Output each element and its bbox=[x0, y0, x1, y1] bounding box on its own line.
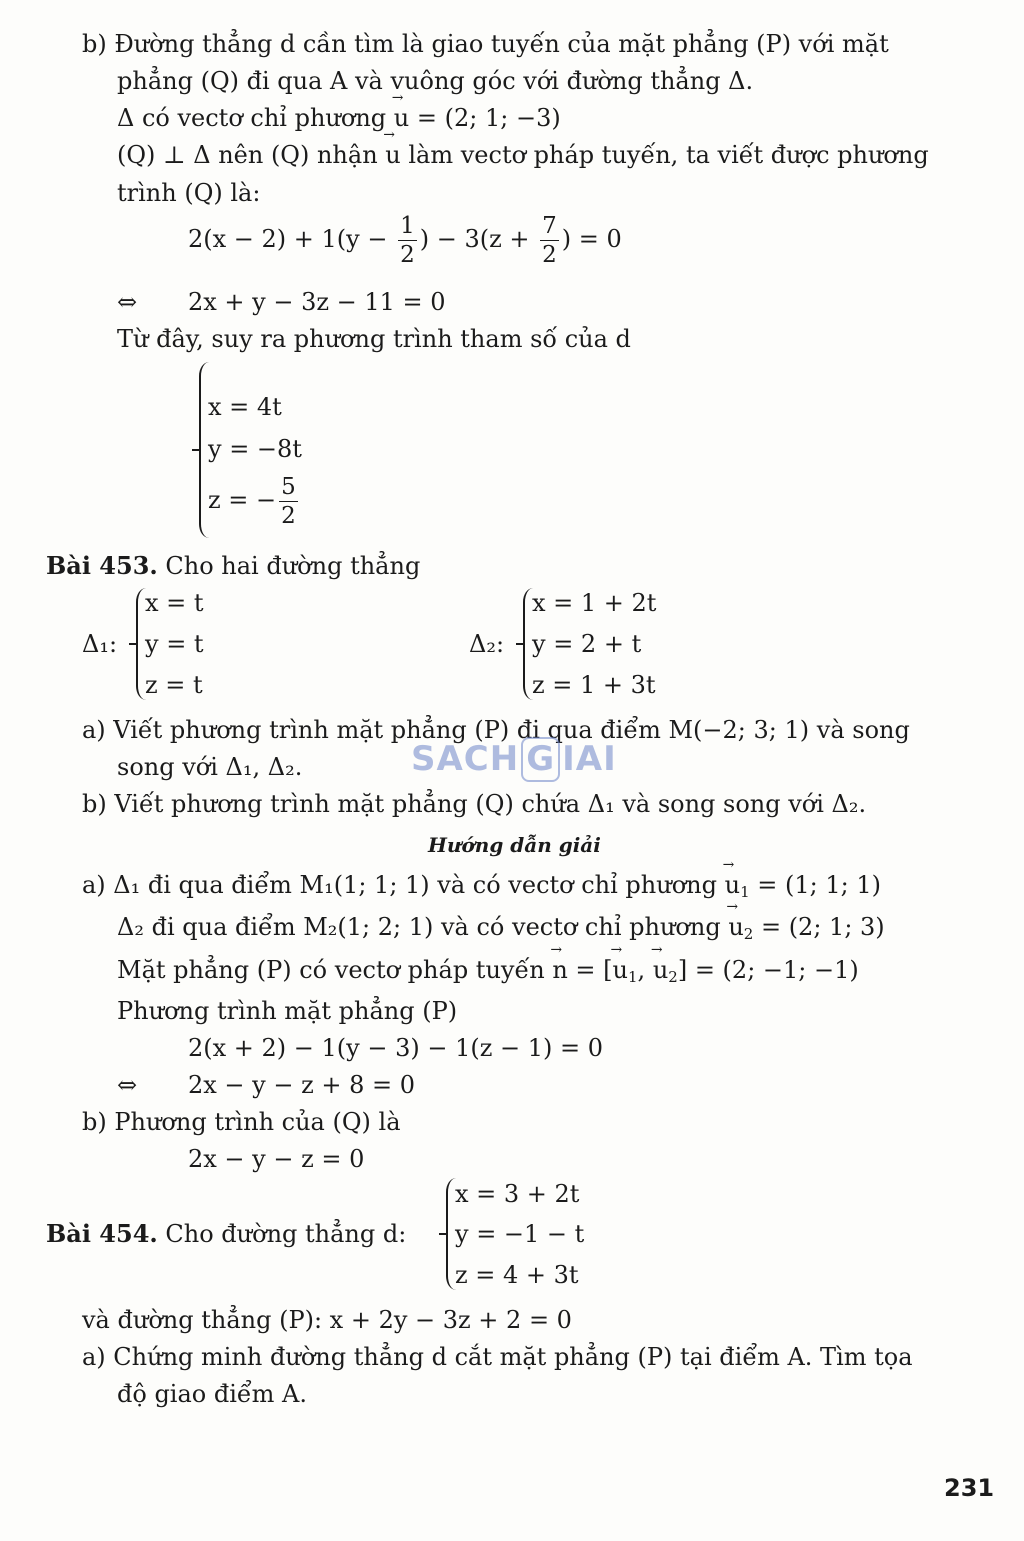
vector-u2: → u bbox=[653, 956, 668, 985]
vector-u1: → u bbox=[613, 956, 628, 985]
fraction: $\frac{5}{2}$ bbox=[281, 474, 296, 530]
solution-line: Δ₂ đi qua điểm M₂(1; 2; 1) và có vectơ chỉ phương → $u_2 = (2$; 1; 3) bbox=[117, 913, 885, 943]
equation: 2(x + 2) − 1(y − 3) − 1(z − 1) = 0 bbox=[188, 1034, 604, 1062]
text-line: (Q) ⊥ Δ nên (Q) nhận → u làm vectơ pháp tuyến, ta viết được phương bbox=[117, 141, 929, 170]
text-line: và đường thẳng (P): x + 2y − 3z + 2 = 0 bbox=[82, 1306, 572, 1334]
vector-n: → n bbox=[552, 956, 567, 985]
system-row: x = t bbox=[145, 589, 204, 617]
fraction: $\frac{1}{2}$ bbox=[400, 213, 415, 269]
system-row: z = 4 + 3t bbox=[455, 1261, 579, 1289]
system-row: y = 2 + t bbox=[532, 630, 642, 658]
vector-u: → u bbox=[385, 141, 400, 170]
fraction: $\frac{7}{2}$ bbox=[542, 213, 557, 269]
line-delta1-label: Δ₁: bbox=[82, 630, 118, 658]
text-line: b) Đường thẳng d cần tìm là giao tuyến của mặt phẳng (P) với mặt bbox=[82, 30, 889, 58]
solution-line: Mặt phẳng (P) có vectơ pháp tuyến → n = [→ $u_1$, → $u_2] = (2$; −1; −1) bbox=[117, 956, 859, 986]
text-line: trình (Q) là: bbox=[117, 179, 261, 207]
system-row: z = t bbox=[145, 671, 203, 699]
text-line: phẳng (Q) đi qua A và vuông góc với đường thẳng Δ. bbox=[117, 67, 754, 95]
watermark-logo: SACH G IAI bbox=[411, 737, 617, 782]
question-a-cont: song với Δ₁, Δ₂. bbox=[117, 753, 303, 781]
question-a: a) Viết phương trình mặt phẳng (P) đi qua điểm M(−2; 3; 1) và song bbox=[82, 716, 910, 744]
line-delta2-label: Δ₂: bbox=[469, 630, 505, 658]
solution-guide-heading: Hướng dẫn giải bbox=[428, 833, 601, 857]
equation: 2x − y − z + 8 = 0 bbox=[188, 1071, 416, 1099]
system-row: x = 1 + 2t bbox=[532, 589, 657, 617]
vector-u2: → u bbox=[728, 913, 743, 942]
system-row: z = 1 + 3t bbox=[532, 671, 656, 699]
system-row: x = 3 + 2t bbox=[455, 1180, 580, 1208]
iff-symbol: ⇔ bbox=[117, 288, 138, 316]
iff-symbol: ⇔ bbox=[117, 1071, 138, 1099]
system-row: x = 4t bbox=[208, 393, 282, 421]
question-a-cont: độ giao điểm A. bbox=[117, 1380, 308, 1408]
problem-453-heading: Bài 453. Cho hai đường thẳng bbox=[46, 551, 421, 580]
system-row: y = −8t bbox=[208, 435, 302, 463]
system-row: y = t bbox=[145, 630, 204, 658]
vector-u: → u bbox=[394, 104, 409, 133]
question-a: a) Chứng minh đường thẳng d cắt mặt phẳng (P) tại điểm A. Tìm tọa bbox=[82, 1343, 913, 1371]
solution-line: b) Phương trình của (Q) là bbox=[82, 1108, 401, 1136]
equation-plane-q: 2(x − 2) + 1(y − $\frac{1}{2}$ ) − 3(z + $\frac{7}{2}$ ) = 0 bbox=[188, 213, 622, 269]
solution-line: Phương trình mặt phẳng (P) bbox=[117, 997, 458, 1025]
question-b: b) Viết phương trình mặt phẳng (Q) chứa Δ₁ và song song với Δ₂. bbox=[82, 790, 867, 818]
system-row: z = − $\frac{5}{2}$ bbox=[208, 474, 296, 530]
page-number: 231 bbox=[944, 1474, 995, 1502]
problem-454-heading: Bài 454. Cho đường thẳng d: bbox=[46, 1219, 407, 1248]
text-line: Từ đây, suy ra phương trình tham số của d bbox=[117, 325, 631, 353]
system-row: y = −1 − t bbox=[455, 1220, 585, 1248]
equation: 2x − y − z = 0 bbox=[188, 1145, 365, 1173]
vector-u1: → u bbox=[725, 871, 740, 900]
text-line: Δ có vectơ chỉ phương → u = (2; 1; −3) bbox=[117, 104, 561, 133]
solution-line: a) Δ₁ đi qua điểm M₁(1; 1; 1) và có vectơ chỉ phương → $u_1 = (1$; 1; 1) bbox=[82, 871, 881, 901]
equation: 2x + y − 3z − 11 = 0 bbox=[188, 288, 446, 316]
